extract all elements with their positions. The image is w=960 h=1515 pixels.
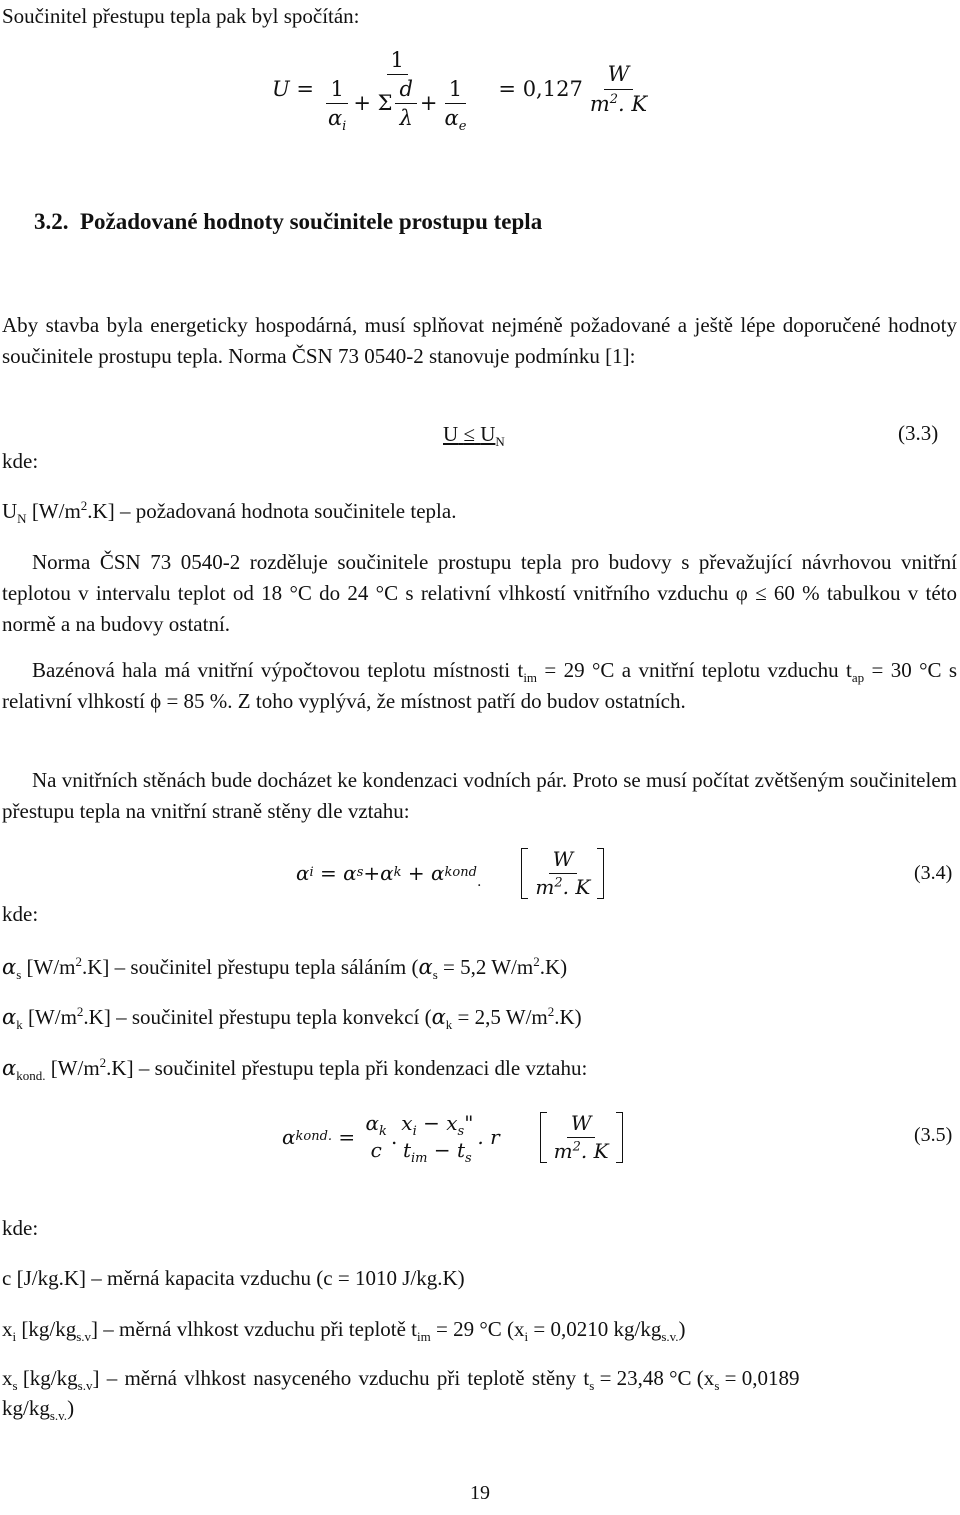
kde-label-3: kde: [2, 1216, 39, 1240]
eq35-xs: x [446, 1111, 458, 1135]
def-xi-e: = 0,0210 kg/kg [528, 1317, 662, 1341]
def-xs-c-sub: s [589, 1378, 595, 1394]
def-xs-line2-sub: s.v. [49, 1408, 68, 1424]
eq35-tim-sub: im [411, 1151, 428, 1166]
eq35-unit-rest: . K [580, 1138, 609, 1163]
eq33-un: U [480, 422, 496, 446]
def-as-sup2: 2 [533, 954, 540, 969]
eq34-alpha-s: α [343, 861, 357, 885]
eq-u-unit-rest: . K [618, 91, 648, 116]
def-xi-c-sub: im [417, 1329, 431, 1345]
eq33-leq: ≤ [463, 422, 475, 446]
def-xi-a: x [2, 1317, 13, 1341]
def-ak-sym: α [2, 1005, 17, 1029]
def-xs-e: = 0,0189 [719, 1366, 800, 1390]
eq35-f1-num: α [365, 1111, 380, 1135]
equation-number-3-5: (3.5) [914, 1124, 953, 1146]
def-as-sym: α [2, 955, 17, 979]
eq-u-d: d [395, 77, 416, 104]
def-xi-c: ] – měrná vlhkost vzduchu při teplotě t [91, 1317, 418, 1341]
para3-b: = 29 °C a vnitřní teplotu vzduchu t [537, 658, 852, 682]
eq34-alpha-kond: α [431, 861, 445, 885]
intro-text: Součinitel přestupu tepla pak byl spočítán: [2, 4, 360, 28]
def-akond-unit-sup: 2 [99, 1055, 107, 1070]
eq35-f1-num-sub: k [379, 1124, 387, 1139]
def-xs-a: x [2, 1366, 13, 1390]
definition-xs-line2 [2, 1394, 74, 1422]
def-xs-d-sub: s [714, 1378, 720, 1394]
def-xs-d: = 23,48 °C (x [594, 1366, 715, 1390]
def-ak-text-b: = 2,5 W/m [452, 1005, 548, 1029]
eq-u-one-b: 1 [445, 77, 466, 104]
def-ak-sym2-sub: k [445, 1017, 453, 1033]
eq35-tim: t [402, 1138, 412, 1162]
eq-u-plus-sigma: + Σ [353, 91, 393, 116]
definition-xi [2, 1315, 686, 1343]
def-as-sub: s [16, 967, 22, 983]
definition-c: c [J/kg.K] – měrná kapacita vzduchu (c = 1010 J/kg.K) [2, 1266, 465, 1290]
eq-u-denominator [317, 75, 477, 135]
eq-u-lambda: λ [399, 106, 413, 131]
eq34-unit-bracket [521, 848, 604, 899]
def-xi-f: ) [678, 1317, 686, 1341]
kde-label-1: kde: [2, 449, 39, 473]
def-akond-sub: kond. [16, 1068, 46, 1084]
equation-3-5: α kond. = $\alpha_k$ c . $x_i - x_s$" $t_{im} - t_s$ . r $\frac{W}{m^2. K}$ [282, 1102, 623, 1172]
definition-alpha-s [2, 953, 567, 981]
eq33-un-sub: N [495, 434, 505, 450]
eq35-xi-sub: i [412, 1124, 417, 1139]
eq-u-unit-sup: 2 [609, 91, 619, 107]
def-ak-sym2: α [431, 1005, 446, 1029]
eq34-plus1: + [363, 861, 381, 885]
def-ak-sup2: 2 [547, 1004, 555, 1019]
eq34-plus2: + [401, 861, 432, 885]
def-as-unit-sup: 2 [75, 954, 82, 969]
def-as-text-c: .K) [539, 955, 568, 979]
paragraph-requirements: Aby stavba byla energeticky hospodárná, musí splňovat nejméně požadované a ještě lépe doporučené hodnoty součinitele prostupu tepla. Norma ČSN 73 0540-2 stanovuje podmínku [1]: [2, 313, 957, 368]
eq35-unit [550, 1112, 613, 1163]
def-xi-b-sub: s.v [76, 1329, 92, 1345]
eq33-expression [443, 422, 505, 450]
definition-alpha-kond [2, 1054, 587, 1082]
eq-u-plus: + [419, 91, 438, 116]
definition-un [2, 497, 456, 525]
kde-label-2: kde: [2, 902, 39, 926]
equation-3-3 [443, 421, 505, 450]
eq33-u: U [443, 422, 459, 446]
page-number: 19 [470, 1482, 490, 1504]
eq34-unit [531, 848, 594, 899]
eq35-dot1: . [390, 1125, 398, 1149]
eq-u-alpha-i-sub: i [342, 119, 347, 135]
def-as-sym2-sub: s [432, 967, 438, 983]
eq35-minus1: − [416, 1111, 447, 1135]
def-xi-a-sub: i [12, 1329, 17, 1345]
def-xi-b: [kg/kg [16, 1317, 77, 1341]
eq34-alpha-i: α [296, 861, 310, 885]
def-xs-line2-end: ) [67, 1396, 75, 1420]
eq35-quote: " [464, 1111, 474, 1135]
def-xs-c: ] – měrná vlhkost nasyceného vzduchu při teplotě stěny t [92, 1366, 590, 1390]
eq-u-numerator: 1 [387, 48, 408, 75]
eq-u-unit-den: m [589, 91, 610, 116]
eq34-unit-sup: 2 [554, 874, 563, 890]
section-number: 3.2. [34, 209, 69, 234]
def-ak-sub: k [16, 1017, 23, 1033]
eq-u-unit-num: W [604, 62, 634, 89]
def-akond-unit-a: [W/m [45, 1056, 100, 1080]
def-xs-a-sub: s [12, 1378, 18, 1394]
def-as-text-a: .K] – součinitel přestupu tepla sáláním ( [81, 955, 419, 979]
eq35-frac-x-t [397, 1111, 477, 1166]
definition-alpha-k [2, 1003, 582, 1031]
para3-a-sub: im [523, 670, 538, 686]
equation-u [272, 44, 654, 134]
def-un-unit-a: [W/m [31, 499, 81, 523]
eq35-unit-den: m [553, 1138, 573, 1163]
eq-u-result: = 0,127 [498, 77, 583, 101]
eq34-dot: . [476, 874, 482, 890]
section-title: Požadované hodnoty součinitele prostupu tepla [80, 209, 543, 234]
eq35-ts-sub: s [465, 1151, 472, 1166]
eq35-frac-alpha-c [362, 1112, 391, 1162]
def-xi-d: = 29 °C (x [430, 1317, 525, 1341]
eq35-dot2-r: . r [477, 1125, 500, 1149]
equation-3-4: α i = α s + α k + α kond . $\frac{W}{m^2. K}$ [296, 842, 604, 904]
para3-b-sub: ap [851, 670, 865, 686]
eq35-xs-sub: s [457, 1124, 465, 1139]
eq34-eq: = [313, 861, 344, 885]
def-ak-unit-a: [W/m [22, 1005, 77, 1029]
eq34-unit-num: W [549, 848, 578, 874]
def-as-sym2: α [418, 955, 433, 979]
def-ak-unit-sup: 2 [76, 1004, 84, 1019]
def-akond-sym: α [2, 1056, 17, 1080]
eq35-ts: t [457, 1138, 466, 1162]
eq35-minus2: − [427, 1138, 457, 1162]
para3-a: Bazénová hala má vnitřní výpočtovou teplotu místnosti t [32, 658, 524, 682]
eq34-alpha-k: α [380, 861, 394, 885]
def-un-sym: U [2, 499, 18, 523]
section-heading [34, 209, 542, 235]
def-ak-text-a: .K] – součinitel přestupu tepla konvekcí ( [83, 1005, 432, 1029]
eq-u-alpha-e: α [444, 106, 459, 131]
eq34-unit-den: m [535, 874, 555, 899]
paragraph-norm-division: Norma ČSN 73 0540-2 rozděluje součinitele prostupu tepla pro budovy s převažující návrhovou vnitřní teplotou v intervalu teplot od 18 °C do 24 °C s relativní vlhkostí vnitřního vzduchu φ ≤ 60 % tabulkou v této normě a na budovy ostatní. [2, 550, 957, 636]
paragraph-pool-hall [2, 655, 957, 717]
def-un-unit-sup: 2 [80, 498, 88, 513]
def-un-text: – požadovaná hodnota součinitele tepla. [119, 499, 457, 523]
eq-u-unit [586, 62, 651, 115]
eq34-unit-rest: . K [562, 874, 591, 899]
eq35-unit-num: W [567, 1112, 596, 1138]
eq35-unit-bracket [540, 1112, 623, 1163]
def-xi-d-sub: i [524, 1329, 529, 1345]
eq-u-lhs: U = [272, 77, 314, 101]
paragraph-condensation: Na vnitřních stěnách bude docházet ke kondenzaci vodních pár. Proto se musí počítat zvětšeným součinitelem přestupu tepla na vnitřní straně stěny dle vztahu: [2, 768, 957, 823]
definition-xs [2, 1364, 957, 1392]
eq35-f1-den: c [370, 1138, 382, 1162]
eq-u-main-fraction [317, 47, 477, 135]
eq-u-one-a: 1 [326, 77, 347, 104]
def-as-text-b: = 5,2 W/m [437, 955, 534, 979]
eq35-lhs: α [282, 1125, 296, 1149]
equation-number-3-4: (3.4) [914, 862, 953, 884]
def-ak-text-c: .K) [554, 1005, 582, 1029]
def-as-unit-a: [W/m [21, 955, 76, 979]
eq-u-frac-1-alpha-i [324, 76, 350, 135]
def-un-unit-b: .K] [87, 499, 115, 523]
equation-number-3-3: (3.3) [898, 421, 939, 445]
eq35-xi: x [401, 1111, 413, 1135]
eq-u-alpha-e-sub: e [458, 119, 467, 135]
def-xs-b-sub: s.v [77, 1378, 93, 1394]
para3-c: = 30 °C s relativní vlhkostí ϕ = 85 %. Z toho vyplývá, že místnost patří do budov ostatních. [2, 658, 958, 713]
eq-u-frac-d-lambda [395, 77, 416, 130]
eq35-unit-sup: 2 [572, 1138, 581, 1154]
eq-u-frac-1-alpha-e [441, 76, 471, 135]
def-xs-line2: kg/kg [2, 1396, 50, 1420]
def-xi-e-sub: s.v. [661, 1329, 679, 1345]
def-akond-text-a: .K] – součinitel přestupu tepla při kondenzaci dle vztahu: [106, 1056, 588, 1080]
def-xs-b: [kg/kg [17, 1366, 78, 1390]
eq-u-alpha-i: α [327, 106, 343, 131]
def-un-sub: N [17, 511, 27, 527]
eq35-eq: = [332, 1125, 362, 1149]
